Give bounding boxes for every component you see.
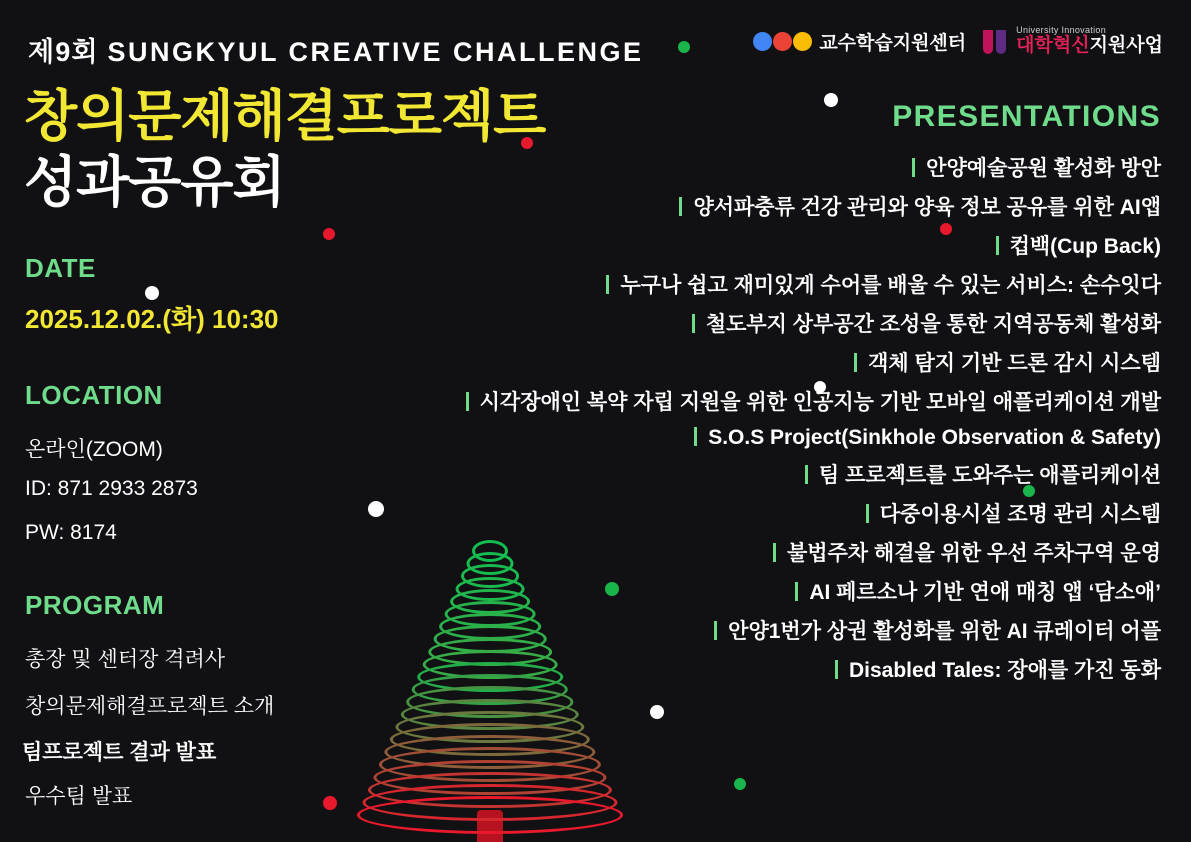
presentation-title: 다중이용시설 조명 관리 시스템 [879, 503, 1161, 526]
presentation-item [714, 615, 1161, 645]
bullet-bar-icon [835, 660, 838, 679]
presentation-title: 철도부지 상부공간 조성을 통한 지역공동체 활성화 [705, 313, 1161, 336]
bullet-bar-icon [996, 236, 999, 255]
presentation-title: 안양1번가 상권 활성화를 위한 AI 큐레이터 어플 [728, 620, 1161, 643]
program-line-3: 우수팀 발표 [25, 785, 133, 808]
presentation-item [866, 498, 1161, 528]
presentation-item [773, 537, 1161, 567]
tree-ring [357, 796, 623, 834]
program-label: PROGRAM [25, 590, 165, 620]
presentation-item [692, 308, 1161, 338]
bullet-bar-icon [795, 582, 798, 601]
program-line-1: 창의문제해결프로젝트 소개 [25, 695, 275, 718]
presentation-title: Disabled Tales: 장애를 가진 동화 [848, 659, 1161, 682]
innovation-main-b: 지원사업 [1089, 34, 1163, 56]
poster-title-line1: 창의문제해결프로젝트 [24, 85, 546, 147]
bullet-bar-icon [606, 275, 609, 294]
decor-dot [368, 501, 384, 517]
bullet-bar-icon [912, 158, 915, 177]
presentation-title: 양서파충류 건강 관리와 양육 정보 공유를 위한 AI앱 [693, 196, 1161, 219]
decor-dot [678, 41, 690, 53]
location-line-2: PW: 8174 [25, 521, 117, 544]
presentation-item [805, 459, 1161, 489]
teaching-center-logo [753, 28, 966, 55]
decor-dot [650, 705, 664, 719]
poster-kicker [28, 30, 644, 69]
innovation-sub-label: University Innovation [1016, 25, 1106, 35]
date-value: 2025.12.02.(화) 10:30 [25, 304, 279, 334]
bullet-bar-icon [854, 353, 857, 372]
presentation-title: 객체 탐지 기반 드론 감시 시스템 [868, 352, 1161, 375]
bullet-bar-icon [866, 504, 869, 523]
bullet-bar-icon [773, 543, 776, 562]
presentation-title: AI 페르소나 기반 연애 매칭 앱 ‘담소애’ [809, 581, 1161, 604]
decor-dot [145, 286, 159, 300]
u-mark-icon [982, 26, 1009, 56]
presentation-title: 불법주차 해결을 위한 우선 주차구역 운영 [786, 542, 1161, 565]
presentation-title: 팀 프로젝트를 도와주는 애플리케이션 [818, 464, 1161, 487]
bullet-bar-icon [692, 314, 695, 333]
teaching-center-label: 교수학습지원센터 [819, 32, 967, 54]
logo-bar [753, 26, 1163, 57]
presentation-title: S.O.S Project(Sinkhole Observation & Safety) [708, 426, 1161, 449]
presentations-title: PRESENTATIONS [892, 100, 1161, 133]
program-line-0: 총장 및 센터장 격려사 [25, 648, 226, 671]
presentation-item [854, 347, 1161, 377]
presentation-title: 컵백(Cup Back) [1009, 235, 1161, 258]
decor-dot [824, 93, 838, 107]
presentation-item [606, 269, 1161, 299]
presentation-item [996, 230, 1161, 260]
kicker-edition: 제9회 [28, 37, 99, 67]
bullet-bar-icon [679, 197, 682, 216]
presentation-item [466, 386, 1161, 416]
date-label: DATE [25, 253, 96, 283]
presentation-title: 시각장애인 복약 자립 지원을 위한 인공지능 기반 모바일 애플리케이션 개발 [479, 391, 1161, 414]
presentation-title: 안양예술공원 활성화 방안 [926, 157, 1161, 180]
presentation-item [835, 654, 1161, 684]
decor-dot [323, 228, 335, 240]
decor-dot [734, 778, 746, 790]
location-label: LOCATION [25, 380, 163, 410]
presentations-list [421, 152, 1161, 684]
location-line-1: ID: 871 2933 2873 [25, 477, 198, 500]
location-line-0: 온라인(ZOOM) [25, 438, 163, 461]
kicker-english: SUNGKYUL CREATIVE CHALLENGE [107, 37, 644, 67]
program-line-2: 팀프로젝트 결과 발표 [22, 741, 217, 764]
presentation-item [795, 576, 1161, 606]
g-mark-icon [753, 32, 812, 51]
bullet-bar-icon [714, 621, 717, 640]
university-innovation-logo [982, 26, 1163, 57]
presentation-item [694, 425, 1161, 450]
bullet-bar-icon [694, 427, 697, 446]
bullet-bar-icon [805, 465, 808, 484]
bullet-bar-icon [466, 392, 469, 411]
poster-title-line2: 성과공유회 [24, 151, 285, 213]
presentation-item [912, 152, 1161, 182]
presentation-item [679, 191, 1161, 221]
presentation-title: 누구나 쉽고 재미있게 수어를 배울 수 있는 서비스: 손수잇다 [620, 274, 1161, 297]
innovation-main-a: 대학혁신 [1016, 34, 1090, 56]
